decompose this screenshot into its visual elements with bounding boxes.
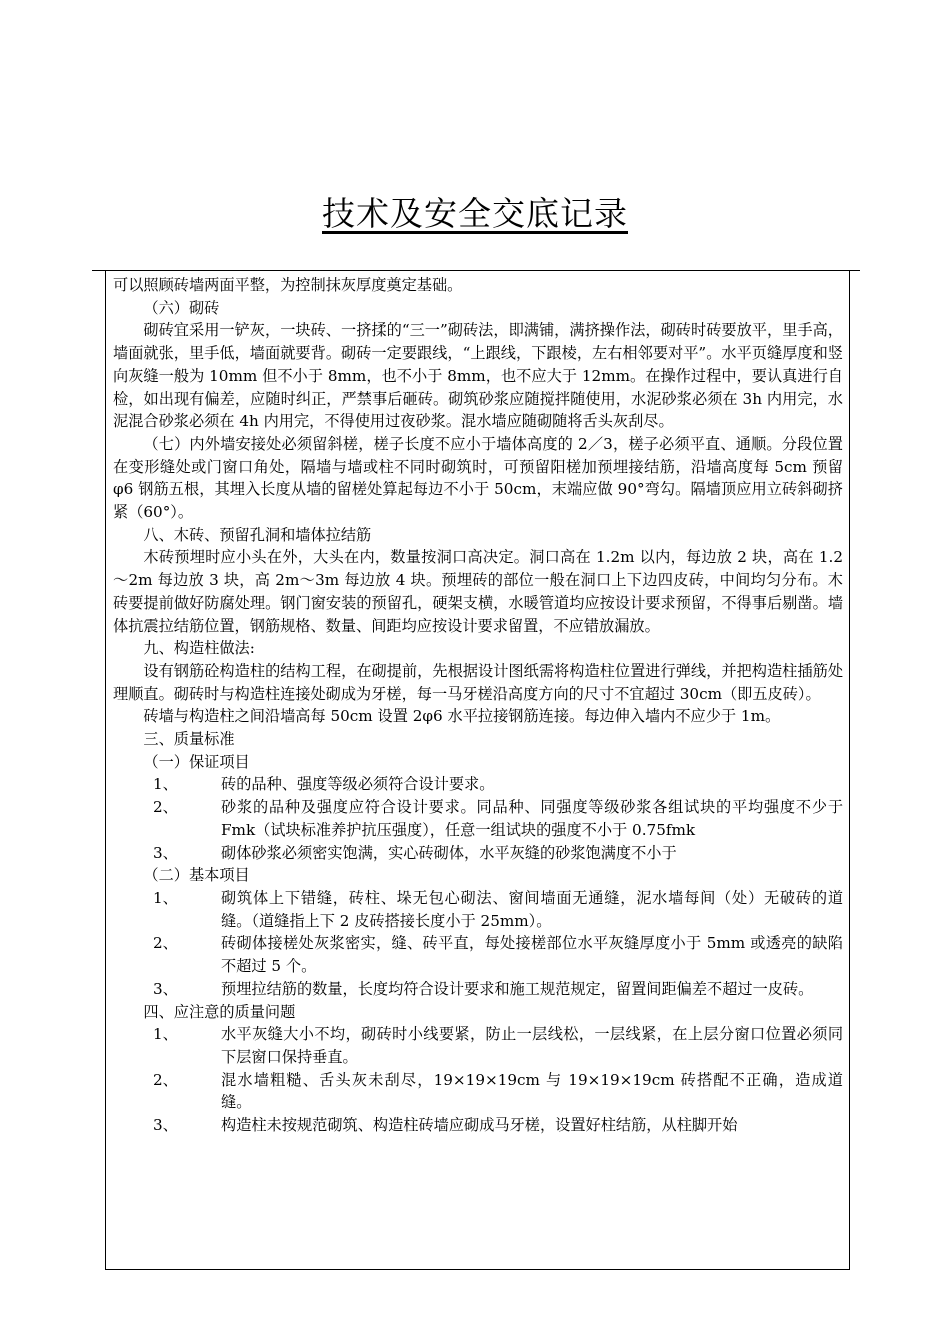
paragraph: 木砖预埋时应小头在外，大头在内，数量按洞口高决定。洞口高在 1.2m 以内，每边放 2 块，高在 1.2～2m 每边放 3 块，高 2m～3m 每边放 4 块。预埋砖的部位一般在洞口上下边四皮砖，中间均匀分布。木砖要提前做好防腐处理。钢门窗安装的预留孔，硬架支横，水暖管道均应按设计要求预留，不得事后剔凿。墙体抗震拉结筋位置，钢筋规格、数量、间距均应按设计要求留置，不应错放漏放。 [113,548,843,635]
list-item: 2、 混水墙粗糙、舌头灰未刮尽，19×19×19cm 与 19×19×19cm 砖搭配不正确，造成道缝。 [153,1070,843,1112]
paragraph: 砖墙与构造柱之间沿墙高每 50cm 设置 2φ6 水平拉接钢筋连接。每边伸入墙内不应少于 1m。 [143,707,781,726]
list-item: 1、 砖的品种、强度等级必须符合设计要求。 [153,775,495,794]
sub-heading: （二）基本项目 [143,866,250,885]
section-heading: （六）砌砖 [143,298,220,317]
list-item: 3、 砌体砂浆必须密实饱满，实心砖砌体，水平灰缝的砂浆饱满度不小于 [153,843,677,862]
content-body [113,274,843,1137]
section-heading: 八、木砖、预留孔洞和墙体拉结筋 [143,525,372,544]
section-heading: 九、构造柱做法: [143,639,255,658]
section-heading: 三、质量标准 [143,730,235,749]
paragraph: 可以照顾砖墙两面平整，为控制抹灰厚度奠定基础。 [113,276,463,294]
list-item: 3、 预埋拉结筋的数量，长度均符合设计要求和施工规范规定，留置间距偏差不超过一皮砖。 [153,979,814,998]
paragraph: 砌砖宜采用一铲灰，一块砖、一挤揉的“三一”砌砖法，即满铺，满挤操作法，砌砖时砖要放平，里手高，墙面就张，里手低，墙面就要背。砌砖一定要跟线，“上跟线，下跟棱，左右相邻要对平”。水平页缝厚度和竖向灰缝一般为 10mm 但不小于 8mm，也不小于 8mm，也不应大于 12mm。在操作过程中，要认真进行自检，如出现有偏差，应随时纠正，严禁事后砸砖。砌筑砂浆应随搅拌随使用，水泥砂浆必须在 3h 内用完，水泥混合砂浆必须在 4h 内用完，不得使用过夜砂浆。混水墙应随砌随将舌头灰刮尽。 [113,321,843,431]
list-item: 1、 砌筑体上下错缝，砖柱、垛无包心砌法、窗间墙面无通缝，泥水墙每间（处）无破砖的道缝。（道缝指上下 2 皮砖搭接长度小于 25mm）。 [153,888,843,930]
list-item: 2、 砖砌体接槎处灰浆密实，缝、砖平直，每处接槎部位水平灰缝厚度小于 5mm 或透亮的缺陷不超过 5 个。 [153,934,843,976]
section-heading: 四、应注意的质量问题 [143,1002,296,1021]
sub-heading: （一）保证项目 [143,752,250,771]
list-item: 1、 水平灰缝大小不均，砌砖时小线要紧，防止一层线松，一层线紧，在上层分窗口位置必须同下层窗口保持垂直。 [153,1025,843,1066]
paragraph: （七）内外墙安接处必须留斜槎，槎子长度不应小于墙体高度的 2／3，槎子必须平直、通顺。分段位置在变形缝处或门窗口角处，隔墙与墙或柱不同时砌筑时，可预留阳槎加预埋接结筋，沿墙高度每 5cm 预留 φ6 钢筋五根，其埋入长度从墙的留槎处算起每边不小于 50cm，末端应做 90°弯勾。隔墙顶应用立砖斜砌挤紧（60°）。 [113,434,843,522]
document-title: 技术及安全交底记录 [322,194,628,233]
list-item: 3、 构造柱未按规范砌筑、构造柱砖墙应砌成马牙槎，设置好柱结筋，从柱脚开始 [153,1116,738,1135]
paragraph: 设有钢筋砼构造柱的结构工程，在砌提前，先根据设计图纸需将构造柱位置进行弹线，并把构造柱插筋处理顺直。砌砖时与构造柱连接处砌成为牙槎，每一马牙槎沿高度方向的尺寸不宜超过 30cm（即五皮砖）。 [113,661,843,703]
list-item: 2、 砂浆的品种及强度应符合设计要求。同品种、同强度等级砂浆各组试块的平均强度不少于 Fmk（试块标准养护抗压强度），任意一组试块的强度不小于 0.75fmk [153,798,843,839]
